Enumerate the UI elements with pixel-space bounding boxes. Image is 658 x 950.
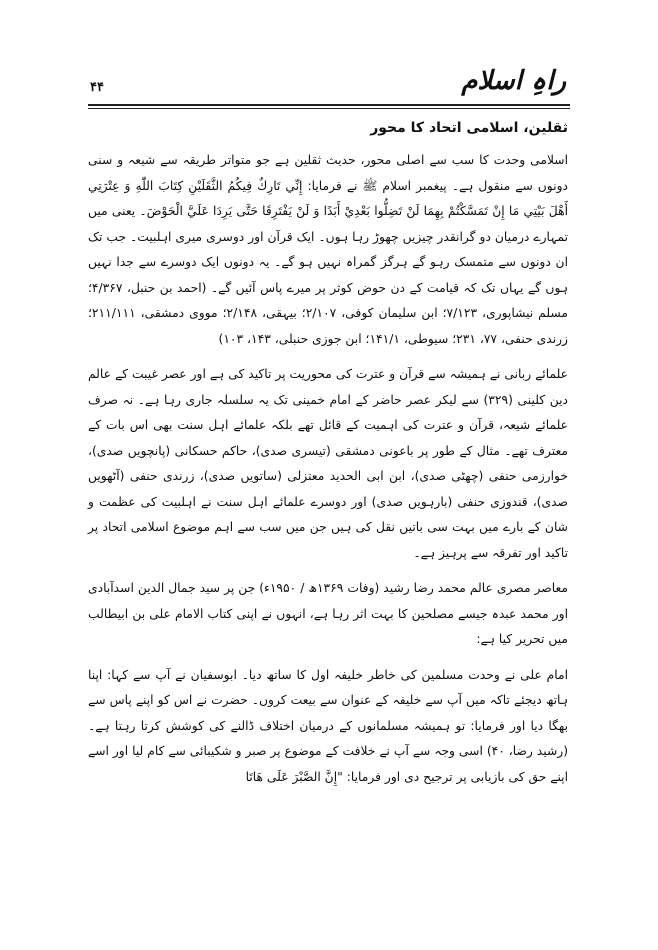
page-number: ۴۴ xyxy=(90,80,104,95)
paragraph-imam-ali-unity: امام علی نے وحدت مسلمین کی خاطر خلیفہ اول کا ساتھ دیا۔ ابوسفیان نے آپ سے کہا: اپنا ہاتھ دیجئے تاکہ میں آپ سے خلیفہ کے عنوان سے بیعت کروں۔ حضرت نے اس کو اپنے پاس سے بھگا دیا اور فرمایا: تو ہمیشہ مسلمانوں کے درمیان اختلاف ڈالنے کی کوشش کرتا رہتا ہے۔ (رشید رضا، ۴۰) اسی وجہ سے آپ نے خلافت کے موضوع پر صبر و شکیبائی سے کام لیا اور اسے اپنے حق کی بازیابی پر ترجیح دی اور فرمایا: "إِنَّ الصَّبْرَ عَلَى هَاتَا xyxy=(88,667,569,784)
body-text xyxy=(88,148,568,800)
paragraph-rashid-rida: معاصر مصری عالم محمد رضا رشید (وفات ۱۳۶۹ھ / ۱۹۵۰ء) جن پر سید جمال الدین اسدآبادی اور محمد عبدہ جیسے مصلحین کا بہت اثر رہا ہے، انہوں نے اپنی کتاب الامام علی بن ابیطالب میں تحریر کیا ہے: xyxy=(88,581,569,646)
section-heading: ثقلین، اسلامی اتحاد کا محور xyxy=(370,120,568,136)
paragraph-scholars: علمائے ربانی نے ہمیشہ سے قرآن و عترت کی محوریت پر تاکید کی ہے اور عصر غیبت کے عالم دین کلینی (۳۲۹) سے لیکر عصر حاضر کے امام خمینی تک یہ سلسلہ جاری رہا ہے۔ نہ صرف علمائے شیعہ، قرآن و عترت کی اہمیت کے قائل تھے بلکہ علمائے اہل سنت بھی اس بات کے معترف تھے۔ مثال کے طور پر باعونی دمشقی (تیسری صدی)، حاکم حسکانی (پانچویں صدی)، خوارزمی حنفی (چھٹی صدی)، ابن ابی الحدید معتزلی (ساتویں صدی)، زرندی حنفی (آٹھویں صدی)، قندوزی حنفی (بارہویں صدی) اور دوسرے علمائے اہل سنت نے اہلبیت کی عظمت و شان کے بارے میں بہت سی باتیں نقل کی ہیں جن میں سب سے اہم موضوع اسلامی اتحاد پر تاکید اور تفرقہ سے پرہیز ہے۔ xyxy=(88,367,568,560)
running-header-title: راہِ اسلام xyxy=(461,66,566,96)
paragraph-thaqalayn-hadith: اسلامی وحدت کا سب سے اصلی محور، حدیث ثقلین ہے جو متواتر طریقہ سے شیعہ و سنی دونوں سے منقول ہے۔ پیغمبر اسلام ﷺ نے فرمایا: إِنِّي تَارِكٌ فِيكُمُ الثَّقَلَيْنِ كِتَابَ اللّٰهِ وَ عِتْرَتِي أَهْلَ بَيْتِي مَا إِنْ تَمَسَّكْتُمْ بِهِمَا لَنْ تَضِلُّوا بَعْدِيْ أَبَدًا وَ لَنْ يَفْتَرِقَا حَتَّى يَرِدَا عَلَيَّ الْحَوْضَ۔ یعنی میں تمہارے درمیان دو گرانقدر چیزیں چھوڑ رہا ہوں۔ ایک قرآن اور دوسری میری اہلبیت۔ جب تک ان دونوں سے متمسک رہو گے ہرگز گمراہ نہیں ہو گے۔ یہ دونوں ایک دوسرے سے جدا نہیں ہوں گے یہاں تک کہ قیامت کے دن حوض کوثر پر میرے پاس آئیں گے۔ (احمد بن حنبل، ۴/۳۶۷؛ مسلم نیشاپوری، ۷/۱۲۳؛ ابن سلیمان کوفی، ۲/۱۰۷؛ بیہقی، ۲/۱۴۸؛ مووی دمشقی، ۲۱۱/۱۱۱؛ زرندی حنفی، ۷۷، ۲۳۱؛ سیوطی، ۱۴۱/۱؛ ابن جوزی حنبلی، ۱۴۳، ۱۰۳) xyxy=(88,153,568,346)
header-divider xyxy=(88,104,570,106)
